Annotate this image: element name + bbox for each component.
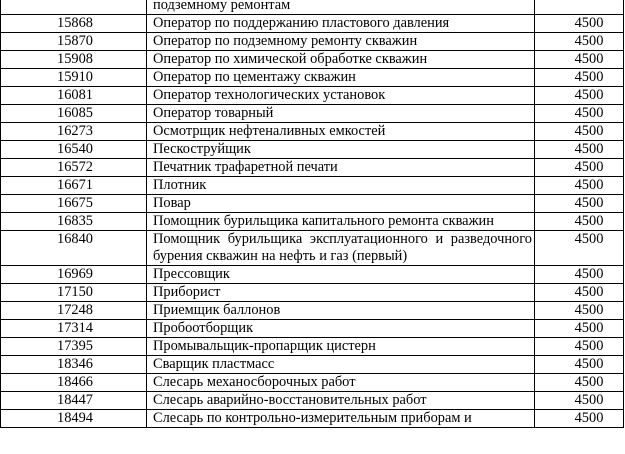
profession-name-cell: Приборист — [147, 284, 535, 302]
profession-name-cell: Слесарь механосборочных работ — [147, 374, 535, 392]
profession-code-cell: 16969 — [1, 266, 147, 284]
profession-name-cell: Оператор по цементажу скважин — [147, 69, 535, 87]
profession-code-cell: 16572 — [1, 159, 147, 177]
table-row — [1, 284, 624, 302]
profession-code-cell: 15910 — [1, 69, 147, 87]
amount-cell: 4500 — [535, 33, 624, 51]
amount-cell: 4500 — [535, 266, 624, 284]
profession-name-cell: Пробоотборщик — [147, 320, 535, 338]
profession-name-cell: Сварщик пластмасс — [147, 356, 535, 374]
amount-cell: 4500 — [535, 177, 624, 195]
profession-code-cell: 16081 — [1, 87, 147, 105]
profession-name-cell: Повар — [147, 195, 535, 213]
profession-name-cell: Оператор товарный — [147, 105, 535, 123]
profession-code-cell: 16675 — [1, 195, 147, 213]
profession-name-cell: Оператор технологических установок — [147, 87, 535, 105]
amount-cell: 4500 — [535, 410, 624, 428]
table-row — [1, 195, 624, 213]
table-row — [1, 177, 624, 195]
profession-code-cell: 15908 — [1, 51, 147, 69]
amount-cell: 4500 — [535, 51, 624, 69]
profession-code-cell: 16540 — [1, 141, 147, 159]
table-row — [1, 69, 624, 87]
table-row — [1, 231, 624, 266]
table-row — [1, 410, 624, 428]
table-row — [1, 356, 624, 374]
profession-code-cell: 16835 — [1, 213, 147, 231]
table-row — [1, 0, 624, 15]
table-row — [1, 105, 624, 123]
amount-cell: 4500 — [535, 69, 624, 87]
table-row — [1, 33, 624, 51]
amount-cell: 4500 — [535, 159, 624, 177]
amount-cell: 4500 — [535, 374, 624, 392]
table-body — [1, 0, 624, 428]
profession-name-cell: подземному ремонтам — [147, 0, 535, 15]
table-row — [1, 320, 624, 338]
table-row — [1, 51, 624, 69]
amount-cell: 4500 — [535, 284, 624, 302]
profession-code-cell: 16671 — [1, 177, 147, 195]
table-row — [1, 141, 624, 159]
profession-code-cell: 15870 — [1, 33, 147, 51]
profession-name-cell: Печатник трафаретной печати — [147, 159, 535, 177]
profession-name-cell: Промывальщик-пропарщик цистерн — [147, 338, 535, 356]
profession-name-cell: Прессовщик — [147, 266, 535, 284]
profession-code-cell: 17150 — [1, 284, 147, 302]
profession-name-cell: Слесарь по контрольно-измерительным приборам и — [147, 410, 535, 428]
profession-code-cell: 17395 — [1, 338, 147, 356]
amount-cell: 4500 — [535, 392, 624, 410]
amount-cell: 4500 — [535, 231, 624, 266]
amount-cell — [535, 0, 624, 15]
table-row — [1, 374, 624, 392]
profession-code-cell: 16085 — [1, 105, 147, 123]
amount-cell: 4500 — [535, 123, 624, 141]
table-row — [1, 338, 624, 356]
profession-name-cell: Помощник бурильщика капитального ремонта скважин — [147, 213, 535, 231]
table-row — [1, 213, 624, 231]
profession-code-cell — [1, 0, 147, 15]
profession-name-cell: Оператор по подземному ремонту скважин — [147, 33, 535, 51]
amount-cell: 4500 — [535, 15, 624, 33]
profession-name-cell: Пескоструйщик — [147, 141, 535, 159]
table-row — [1, 266, 624, 284]
profession-code-cell: 17248 — [1, 302, 147, 320]
profession-code-cell: 18346 — [1, 356, 147, 374]
amount-cell: 4500 — [535, 302, 624, 320]
profession-code-cell: 15868 — [1, 15, 147, 33]
profession-code-cell: 16273 — [1, 123, 147, 141]
profession-code-cell: 17314 — [1, 320, 147, 338]
profession-name-cell: Приемщик баллонов — [147, 302, 535, 320]
table-row — [1, 15, 624, 33]
profession-name-cell: Оператор по химической обработке скважин — [147, 51, 535, 69]
profession-code-cell: 18494 — [1, 410, 147, 428]
amount-cell: 4500 — [535, 87, 624, 105]
profession-code-cell: 18466 — [1, 374, 147, 392]
amount-cell: 4500 — [535, 338, 624, 356]
profession-code-cell: 16840 — [1, 231, 147, 266]
table-row — [1, 87, 624, 105]
table-row — [1, 159, 624, 177]
amount-cell: 4500 — [535, 141, 624, 159]
profession-name-cell: Осмотрщик нефтеналивных емкостей — [147, 123, 535, 141]
profession-name-cell: Слесарь аварийно-восстановительных работ — [147, 392, 535, 410]
profession-code-cell: 18447 — [1, 392, 147, 410]
profession-name-cell: Помощник бурильщика эксплуатационного и разведочного бурения скважин на нефть и газ (первый) — [147, 231, 535, 266]
amount-cell: 4500 — [535, 356, 624, 374]
amount-cell: 4500 — [535, 320, 624, 338]
amount-cell: 4500 — [535, 195, 624, 213]
table-row — [1, 123, 624, 141]
profession-name-cell: Оператор по поддержанию пластового давления — [147, 15, 535, 33]
amount-cell: 4500 — [535, 105, 624, 123]
amount-cell: 4500 — [535, 213, 624, 231]
table-row — [1, 392, 624, 410]
table-row — [1, 302, 624, 320]
profession-name-cell: Плотник — [147, 177, 535, 195]
